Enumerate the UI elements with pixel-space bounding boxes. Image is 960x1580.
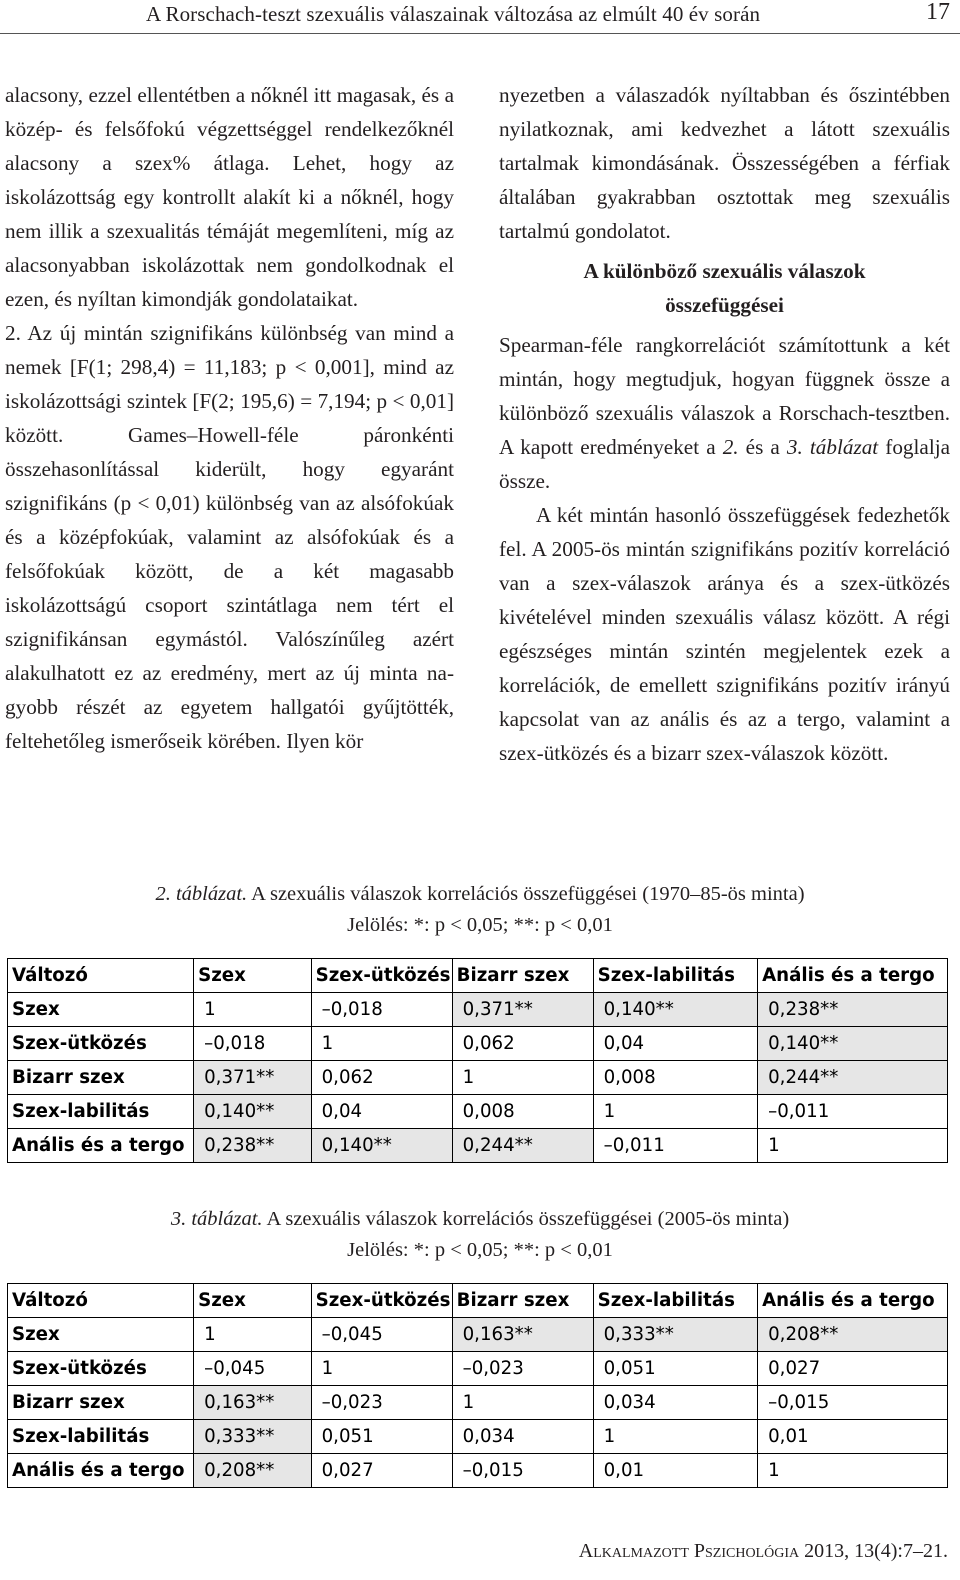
column-header: Szex-ütközés	[311, 1284, 452, 1318]
table-row	[8, 1095, 948, 1129]
table-cell: 0,238**	[194, 1129, 312, 1163]
section-heading	[499, 254, 950, 322]
table-cell: –0,023	[452, 1352, 593, 1386]
table-cell: 0,04	[593, 1027, 758, 1061]
table-cell: 1	[593, 1095, 758, 1129]
running-title: A Rorschach-teszt szexuális válaszainak változása az elmúlt 40 év során	[146, 2, 761, 26]
table-reference: 2.	[722, 435, 739, 459]
column-header: Anális és a tergo	[758, 1284, 948, 1318]
table-cell: 0,027	[758, 1352, 948, 1386]
table-cell: 0,051	[311, 1420, 452, 1454]
row-label: Anális és a tergo	[8, 1129, 194, 1163]
left-column	[5, 78, 454, 758]
section-heading-line: A különböző szexuális válaszok	[583, 259, 866, 283]
column-header: Szex-labilitás	[593, 959, 758, 993]
table-cell: 0,333**	[593, 1318, 758, 1352]
table-cell: 0,333**	[194, 1420, 312, 1454]
table-cell: 0,01	[758, 1420, 948, 1454]
table-cell: –0,015	[758, 1386, 948, 1420]
table-cell: 0,208**	[194, 1454, 312, 1488]
table-cell: 0,027	[311, 1454, 452, 1488]
table-cell: 0,008	[593, 1061, 758, 1095]
table-cell: –0,045	[311, 1318, 452, 1352]
table2	[7, 958, 948, 1163]
citation: 2013, 13(4):7–21.	[799, 1540, 948, 1562]
table-cell: 0,244**	[758, 1061, 948, 1095]
table-cell: 0,163**	[452, 1318, 593, 1352]
column-header: Szex-labilitás	[593, 1284, 758, 1318]
table-cell: 0,034	[593, 1386, 758, 1420]
table-row	[8, 1386, 948, 1420]
table-cell: –0,018	[311, 993, 452, 1027]
table-row	[8, 1027, 948, 1061]
right-column	[499, 78, 950, 770]
table-cell: 0,371**	[194, 1061, 312, 1095]
table3-caption	[0, 1204, 960, 1266]
table-row	[8, 1420, 948, 1454]
table-row	[8, 1129, 948, 1163]
table-cell: –0,015	[452, 1454, 593, 1488]
table-header-row	[8, 1284, 948, 1318]
table-cell: –0,045	[194, 1352, 312, 1386]
table-cell: 0,034	[452, 1420, 593, 1454]
row-label: Szex-labilitás	[8, 1095, 194, 1129]
table-cell: 0,238**	[758, 993, 948, 1027]
table-cell: 0,062	[452, 1027, 593, 1061]
table-cell: 0,140**	[758, 1027, 948, 1061]
row-label: Anális és a tergo	[8, 1454, 194, 1488]
row-label: Szex	[8, 993, 194, 1027]
table-cell: 1	[311, 1027, 452, 1061]
table2-title: A szexuális válaszok korrelációs összefüggései (1970–85-ös minta)	[247, 883, 805, 905]
body-paragraph: alacsony, ezzel ellentétben a nőknél itt magasak, és a közép- és felsőfokú végzettséggel rendelkezőknél alacsony a szex% átlaga. Lehet, hogy az iskolázottság egy kontrollt alakít ki a nőknél, hogy nem illik a szexualitás témáját megemlíteni, míg az alacsonyabban iskolázottak nem gondolkodnak el ezen, és nyíltan kimondják gondolataikat.	[5, 83, 454, 311]
table-row	[8, 1454, 948, 1488]
table-cell: 0,062	[311, 1061, 452, 1095]
table-cell: 0,140**	[311, 1129, 452, 1163]
column-header: Szex	[194, 959, 312, 993]
column-header: Változó	[8, 959, 194, 993]
table-cell: 0,140**	[194, 1095, 312, 1129]
table3-note: Jelölés: *: p < 0,05; **: p < 0,01	[347, 1239, 613, 1261]
table-row	[8, 1352, 948, 1386]
table3-title: A szexuális válaszok korrelációs összefüggései (2005-ös minta)	[262, 1208, 790, 1230]
table-cell: 0,008	[452, 1095, 593, 1129]
running-header	[0, 0, 960, 34]
text-run: foglalja össze.	[499, 435, 950, 493]
body-paragraph	[499, 328, 950, 498]
row-label: Bizarr szex	[8, 1061, 194, 1095]
column-header: Szex-ütközés	[311, 959, 452, 993]
table-row	[8, 1318, 948, 1352]
table-cell: 0,04	[311, 1095, 452, 1129]
column-header: Bizarr szex	[452, 1284, 593, 1318]
table-header-row	[8, 959, 948, 993]
table2-note: Jelölés: *: p < 0,05; **: p < 0,01	[347, 914, 613, 936]
body-paragraph: A két mintán hasonló összefüggések fedezhetők fel. A 2005-ös mintán szignifikáns pozitív korreláció van a szex-válaszok aránya és a szex-ütközés kivételével minden szexuális válasz között. A régi egészséges mintán szintén megjelentek ezek a korrelációk, de emellett szignifikáns pozitív irányú kapcsolat van az anális és az a tergo, valamint a szex-ütközés és a bizarr szex-válaszok között.	[499, 503, 950, 765]
table-cell: 1	[452, 1386, 593, 1420]
column-header: Szex	[194, 1284, 312, 1318]
table-cell: 0,371**	[452, 993, 593, 1027]
table-cell: 0,01	[593, 1454, 758, 1488]
table-cell: 0,208**	[758, 1318, 948, 1352]
text-run: Spearman-féle rangkorrelációt számítottunk a két mintán, hogy megtudjuk, hogyan függnek össze a különböző szexuális válaszok a Rorschach-tesztben. A kapott eredményeket a	[499, 333, 950, 459]
table-cell: 1	[758, 1454, 948, 1488]
row-label: Szex-labilitás	[8, 1420, 194, 1454]
table2-caption	[0, 879, 960, 941]
table-reference: 3. táblázat	[786, 435, 879, 459]
table2-label: 2. táblázat.	[155, 883, 248, 905]
row-label: Bizarr szex	[8, 1386, 194, 1420]
body-paragraph: 2. Az új mintán szignifikáns különbség van mind a nemek [F(1; 298,4) = 11,183; p < 0,001], mind az iskolázottsági szintek [F(2; 195,6) = 7,194; p < 0,01] között. Games–Howell-féle páronkénti összehasonlítással kiderült, hogy egyaránt szignifikáns (p < 0,01) különbség van az alsófokúak és a középfokúak, valamint az alsófokúak és a felsőfokúak között, de a két magasabb iskolázottságú csoport szintátlaga nem tért el szignifikánsan egymástól. Valószínűleg azért alakulhatott ez az eredmény, mert az új minta nagyobb részét az egyetem hallgatói gyűjtötték, feltehetőleg ismerőseik körében. Ilyen kör	[5, 321, 454, 753]
table-cell: –0,023	[311, 1386, 452, 1420]
footer-citation	[579, 1540, 948, 1563]
table-cell: 1	[593, 1420, 758, 1454]
table-cell: –0,011	[758, 1095, 948, 1129]
table-cell: 1	[194, 1318, 312, 1352]
text-run: és a	[738, 435, 787, 459]
table-cell: –0,011	[593, 1129, 758, 1163]
row-label: Szex-ütközés	[8, 1027, 194, 1061]
table-cell: 0,244**	[452, 1129, 593, 1163]
section-heading-line: összefüggései	[665, 293, 784, 317]
column-header: Változó	[8, 1284, 194, 1318]
table-row	[8, 993, 948, 1027]
column-header: Anális és a tergo	[758, 959, 948, 993]
table3-label: 3. táblázat.	[170, 1208, 263, 1230]
table-cell: –0,018	[194, 1027, 312, 1061]
page-number: 17	[926, 0, 950, 25]
table-cell: 1	[758, 1129, 948, 1163]
journal-name: Alkalmazott Pszichológia	[578, 1540, 800, 1562]
table-cell: 0,163**	[194, 1386, 312, 1420]
table-row	[8, 1061, 948, 1095]
body-paragraph: nyezetben a válaszadók nyíltabban és őszintébben nyilatkoznak, ami kedvezhet a látott szexuális tartalmak kimondásának. Összességében a férfiak általában gyakrabban osztottak meg szexuális tartalmú gondolatot.	[499, 83, 950, 243]
row-label: Szex	[8, 1318, 194, 1352]
table-cell: 1	[194, 993, 312, 1027]
table3	[7, 1283, 948, 1488]
table-cell: 0,051	[593, 1352, 758, 1386]
column-header: Bizarr szex	[452, 959, 593, 993]
table-cell: 0,140**	[593, 993, 758, 1027]
table2-title-line	[0, 879, 960, 910]
table3-title-line	[0, 1204, 960, 1235]
row-label: Szex-ütközés	[8, 1352, 194, 1386]
table-cell: 1	[311, 1352, 452, 1386]
table-cell: 1	[452, 1061, 593, 1095]
